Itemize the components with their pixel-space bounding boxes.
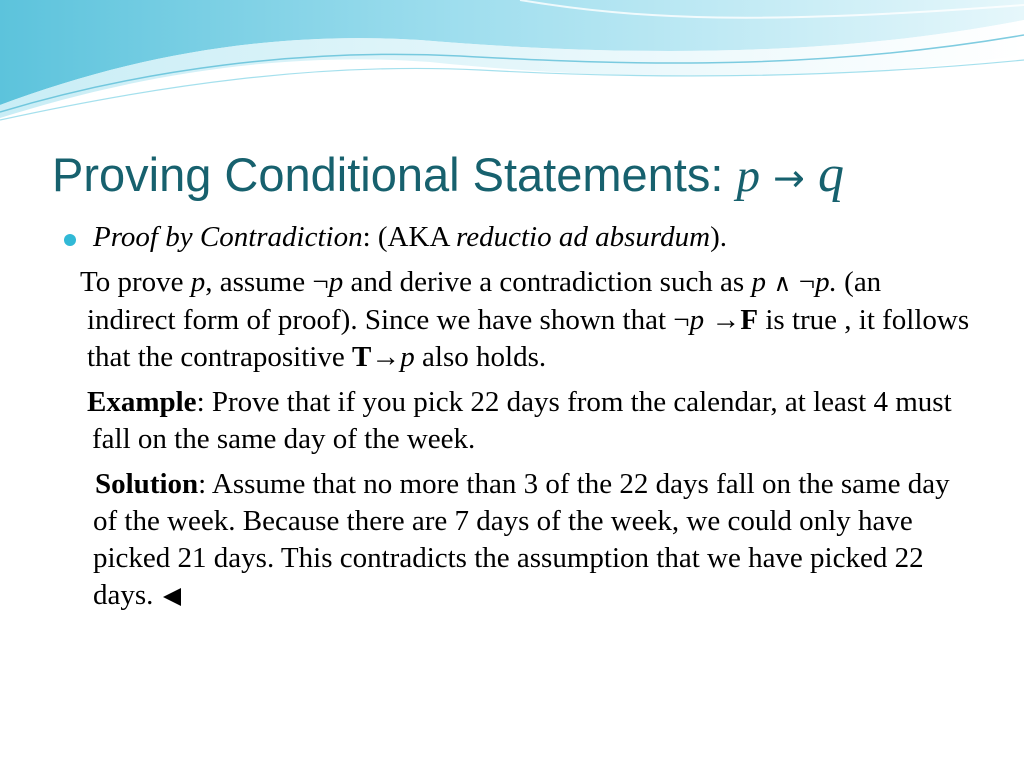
para1-text-d: (an indirect form of proof). Since we have shown that xyxy=(87,266,882,336)
title-p: p xyxy=(736,150,760,202)
title-q: q xyxy=(817,146,844,203)
bullet-close: ). xyxy=(710,221,727,253)
para1-p5: p xyxy=(689,304,705,336)
para1-text-b: , assume xyxy=(205,266,313,298)
header-wave-decoration xyxy=(0,0,1024,130)
para1-p4: p. xyxy=(815,266,837,298)
bullet-latin: reductio ad absurdum xyxy=(456,221,711,253)
para1-p6: p xyxy=(400,341,415,373)
para1-arrow1: → xyxy=(704,304,741,336)
para1-neg2: ¬ xyxy=(798,266,816,298)
example-label: Example xyxy=(87,386,197,418)
para1-neg3: ¬ xyxy=(673,304,690,336)
title-arrow: → xyxy=(773,156,805,200)
para1-and: ∧ xyxy=(765,269,799,297)
example-paragraph xyxy=(60,384,970,458)
slide-title xyxy=(52,142,1012,211)
bullet-colon: : (AKA xyxy=(362,221,457,253)
para1-p2: p xyxy=(328,266,344,298)
slide-body xyxy=(60,219,970,614)
bullet-dot-icon xyxy=(64,234,76,246)
solution-label: Solution xyxy=(95,468,199,500)
proof-explanation-paragraph xyxy=(60,264,970,376)
para1-true: T xyxy=(351,341,372,373)
para1-arrow2: → xyxy=(371,341,401,373)
para1-text-e: is true , it follows that the contrapositive xyxy=(87,304,970,373)
bullet-term: Proof by Contradiction xyxy=(93,221,363,253)
bullet-proof-by-contradiction xyxy=(60,219,970,256)
para1-text-c: and derive a contradiction such as xyxy=(343,266,752,298)
para1-p1: p xyxy=(190,266,206,298)
example-text: : Prove that if you pick 22 days from the calendar, at least 4 must fall on the same day of the week. xyxy=(92,386,952,455)
solution-paragraph xyxy=(60,466,970,614)
para1-p3: p xyxy=(751,266,766,298)
para1-false: F xyxy=(740,304,759,336)
solution-text: : Assume that no more than 3 of the 22 days fall on the same day of the week. Because there are 7 days of the week, we could only have picked 21 days. This contradicts the assumption that we have picked 22 days. xyxy=(93,468,950,611)
title-text: Proving Conditional Statements: xyxy=(52,148,737,201)
para1-text-a: To prove xyxy=(80,266,191,298)
para1-neg1: ¬ xyxy=(312,266,329,298)
para1-text-f: also holds. xyxy=(414,341,547,373)
end-of-proof-triangle-icon xyxy=(163,588,181,606)
